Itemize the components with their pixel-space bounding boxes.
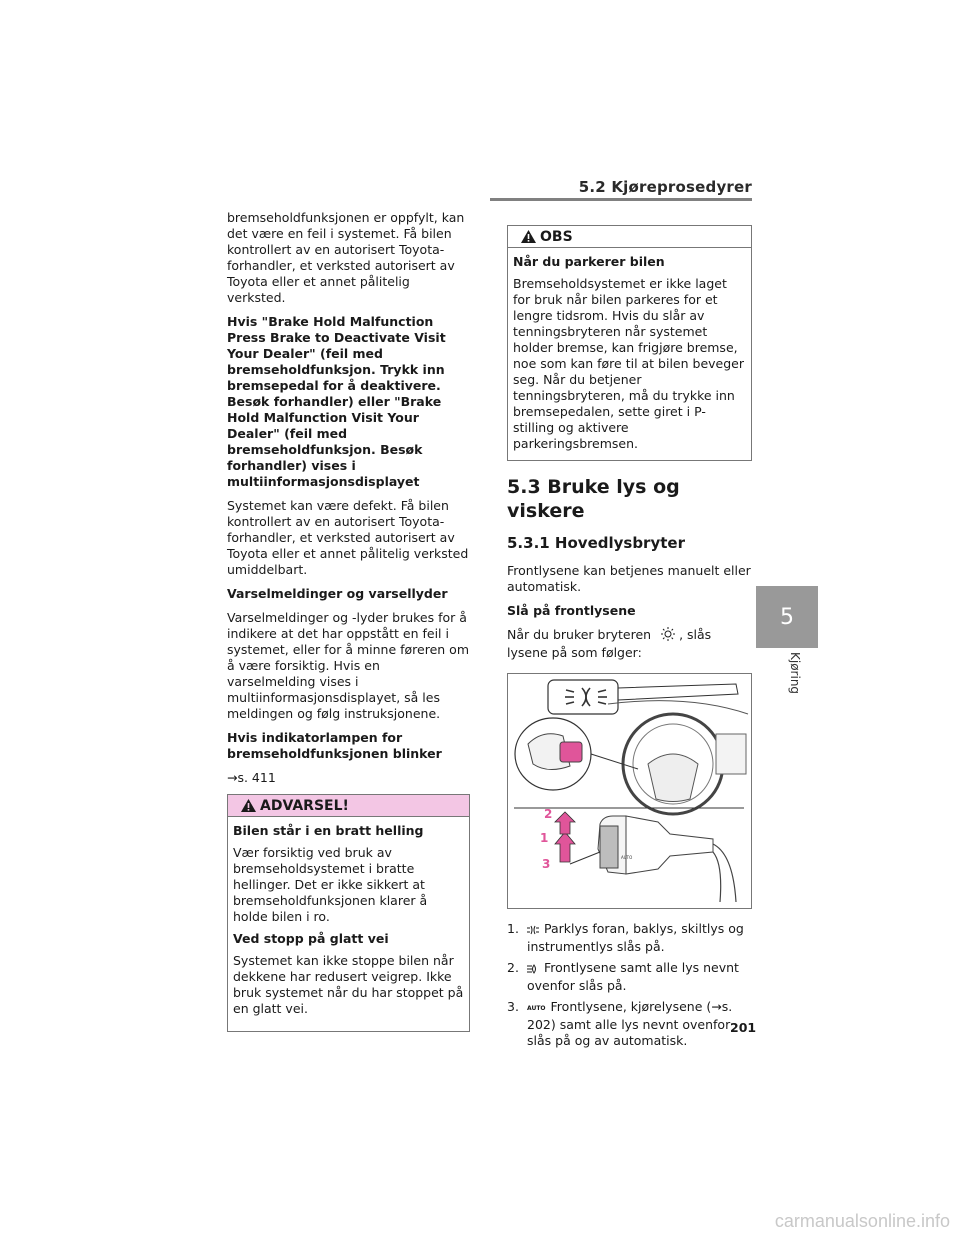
page-number: 201 — [730, 1020, 757, 1035]
watermark: carmanualsonline.info — [774, 1211, 950, 1231]
obs-box — [507, 225, 752, 461]
headlight-icon — [527, 962, 539, 978]
obs-sub: Når du parkerer bilen — [513, 254, 665, 269]
figure-auto-label: AUTO — [621, 855, 633, 860]
turn-on-heading: Slå på frontlysene — [507, 603, 636, 618]
figure-label-3: 3 — [542, 857, 551, 871]
list-item-number: 2. — [507, 960, 519, 975]
auto-mode-icon: AUTO — [527, 1005, 546, 1012]
list-item-text: Parklys foran, baklys, skiltlys og instrumentlys slås på. — [527, 921, 744, 954]
warning-box-body — [228, 817, 469, 1031]
warning-text-1: Vær forsiktig ved bruk av bremseholdsystemet i bratte hellinger. Det er ikke sikkert at bremseholdfunksjonen klarer å holde bilen i ro. — [233, 845, 428, 924]
list-item-number: 3. — [507, 999, 519, 1014]
warning-sub-2: Ved stopp på glatt vei — [233, 931, 389, 946]
malfunction-heading: Hvis "Brake Hold Malfunction Press Brake to Deactivate Visit Your Dealer" (feil med bremseholdfunksjon. Trykk inn bremsepedal for å deaktivere. Besøk forhandler) eller "Brake Hold Malfunction Visit Your Dealer" (feil med bremseholdfunksjon. Besøk forhandler) vises i multiinformasjonsdisplayet — [227, 314, 446, 489]
light-mode-list — [507, 921, 752, 1049]
switch-lead-after: , slås lysene på som følger: — [507, 627, 712, 660]
warning-box-header — [228, 795, 469, 817]
left-column — [227, 210, 470, 1032]
list-item — [507, 960, 752, 994]
switch-lead-text — [507, 627, 752, 661]
subsection-heading: 5.3.1 Hovedlysbryter — [507, 534, 685, 552]
list-item-number: 1. — [507, 921, 519, 936]
malfunction-paragraph: Systemet kan være defekt. Få bilen kontrollert av en autorisert Toyota-forhandler, et verksted autorisert av Toyota eller et annet pålitelig verksted umiddelbart. — [227, 498, 469, 577]
figure-label-2: 2 — [544, 807, 553, 821]
figure-label-1: 1 — [540, 831, 549, 845]
warning-box — [227, 794, 470, 1032]
chapter-label: Kjøring — [788, 652, 802, 695]
obs-box-title: OBS — [540, 228, 573, 245]
section-header-title: 5.2 Kjøreprosedyrer — [578, 178, 752, 196]
obs-box-header — [508, 226, 751, 248]
list-item — [507, 921, 752, 955]
headlight-switch-illustration — [508, 674, 751, 908]
section-heading: 5.3 Bruke lys og viskere — [507, 476, 680, 522]
list-item-text: Frontlysene, kjørelysene (→s. 202) samt alle lys nevnt ovenfor slås på og av automatisk. — [527, 999, 733, 1048]
obs-text: Bremseholdsystemet er ikke laget for bruk når bilen parkeres for et lengre tidsrom. Hvis du slår av tenningsbryteren når systemet holder bremse, kan frigjøre bremse, noe som kan føre til at bilen beveger seg. Når du betjener tenningsbryteren, må du trykke inn bremsepedalen, sette giret i P-stilling og aktivere parkeringsbremsen. — [513, 276, 744, 451]
warnings-heading: Varselmeldinger og varsellyder — [227, 586, 448, 601]
list-item — [507, 999, 752, 1049]
warnings-paragraph: Varselmeldinger og -lyder brukes for å indikere at det har oppstått en feil i systemet, eller for å minne føreren om å være forsiktig. Hvis en varselmelding vises i multiinformasjonsdisplayet, så les meldingen og følg instruksjonene. — [227, 610, 469, 721]
section-intro: Frontlysene kan betjenes manuelt eller automatisk. — [507, 563, 751, 594]
warning-text-2: Systemet kan ikke stoppe bilen når dekkene har redusert veigrep. Ikke bruk systemet når du har stoppet på en glatt vei. — [233, 953, 464, 1016]
indicator-heading: Hvis indikatorlampen for bremseholdfunksjonen blinker — [227, 730, 442, 761]
switch-lead-before: Når du bruker bryteren — [507, 627, 652, 642]
warning-sub-1: Bilen står i en bratt helling — [233, 823, 424, 838]
header-rule — [490, 198, 752, 201]
list-item-text: Frontlysene samt alle lys nevnt ovenfor slås på. — [527, 960, 739, 993]
warning-box-title: ADVARSEL! — [260, 797, 349, 814]
right-column — [507, 225, 752, 1054]
light-switch-sun-icon — [661, 627, 675, 645]
warning-triangle-icon — [240, 798, 257, 813]
chapter-tab[interactable] — [756, 586, 818, 648]
intro-paragraph: bremseholdfunksjonen er oppfylt, kan det være en feil i systemet. Få bilen kontrollert av en autorisert Toyota-forhandler, et verksted autorisert av Toyota eller et annet pålitelig verksted. — [227, 210, 465, 305]
parking-light-icon — [527, 923, 539, 939]
caution-triangle-icon — [520, 229, 537, 244]
chapter-number: 5 — [780, 604, 794, 630]
obs-box-body — [508, 248, 751, 460]
page-reference-link[interactable]: →s. 411 — [227, 770, 276, 785]
headlight-switch-figure — [507, 673, 752, 909]
